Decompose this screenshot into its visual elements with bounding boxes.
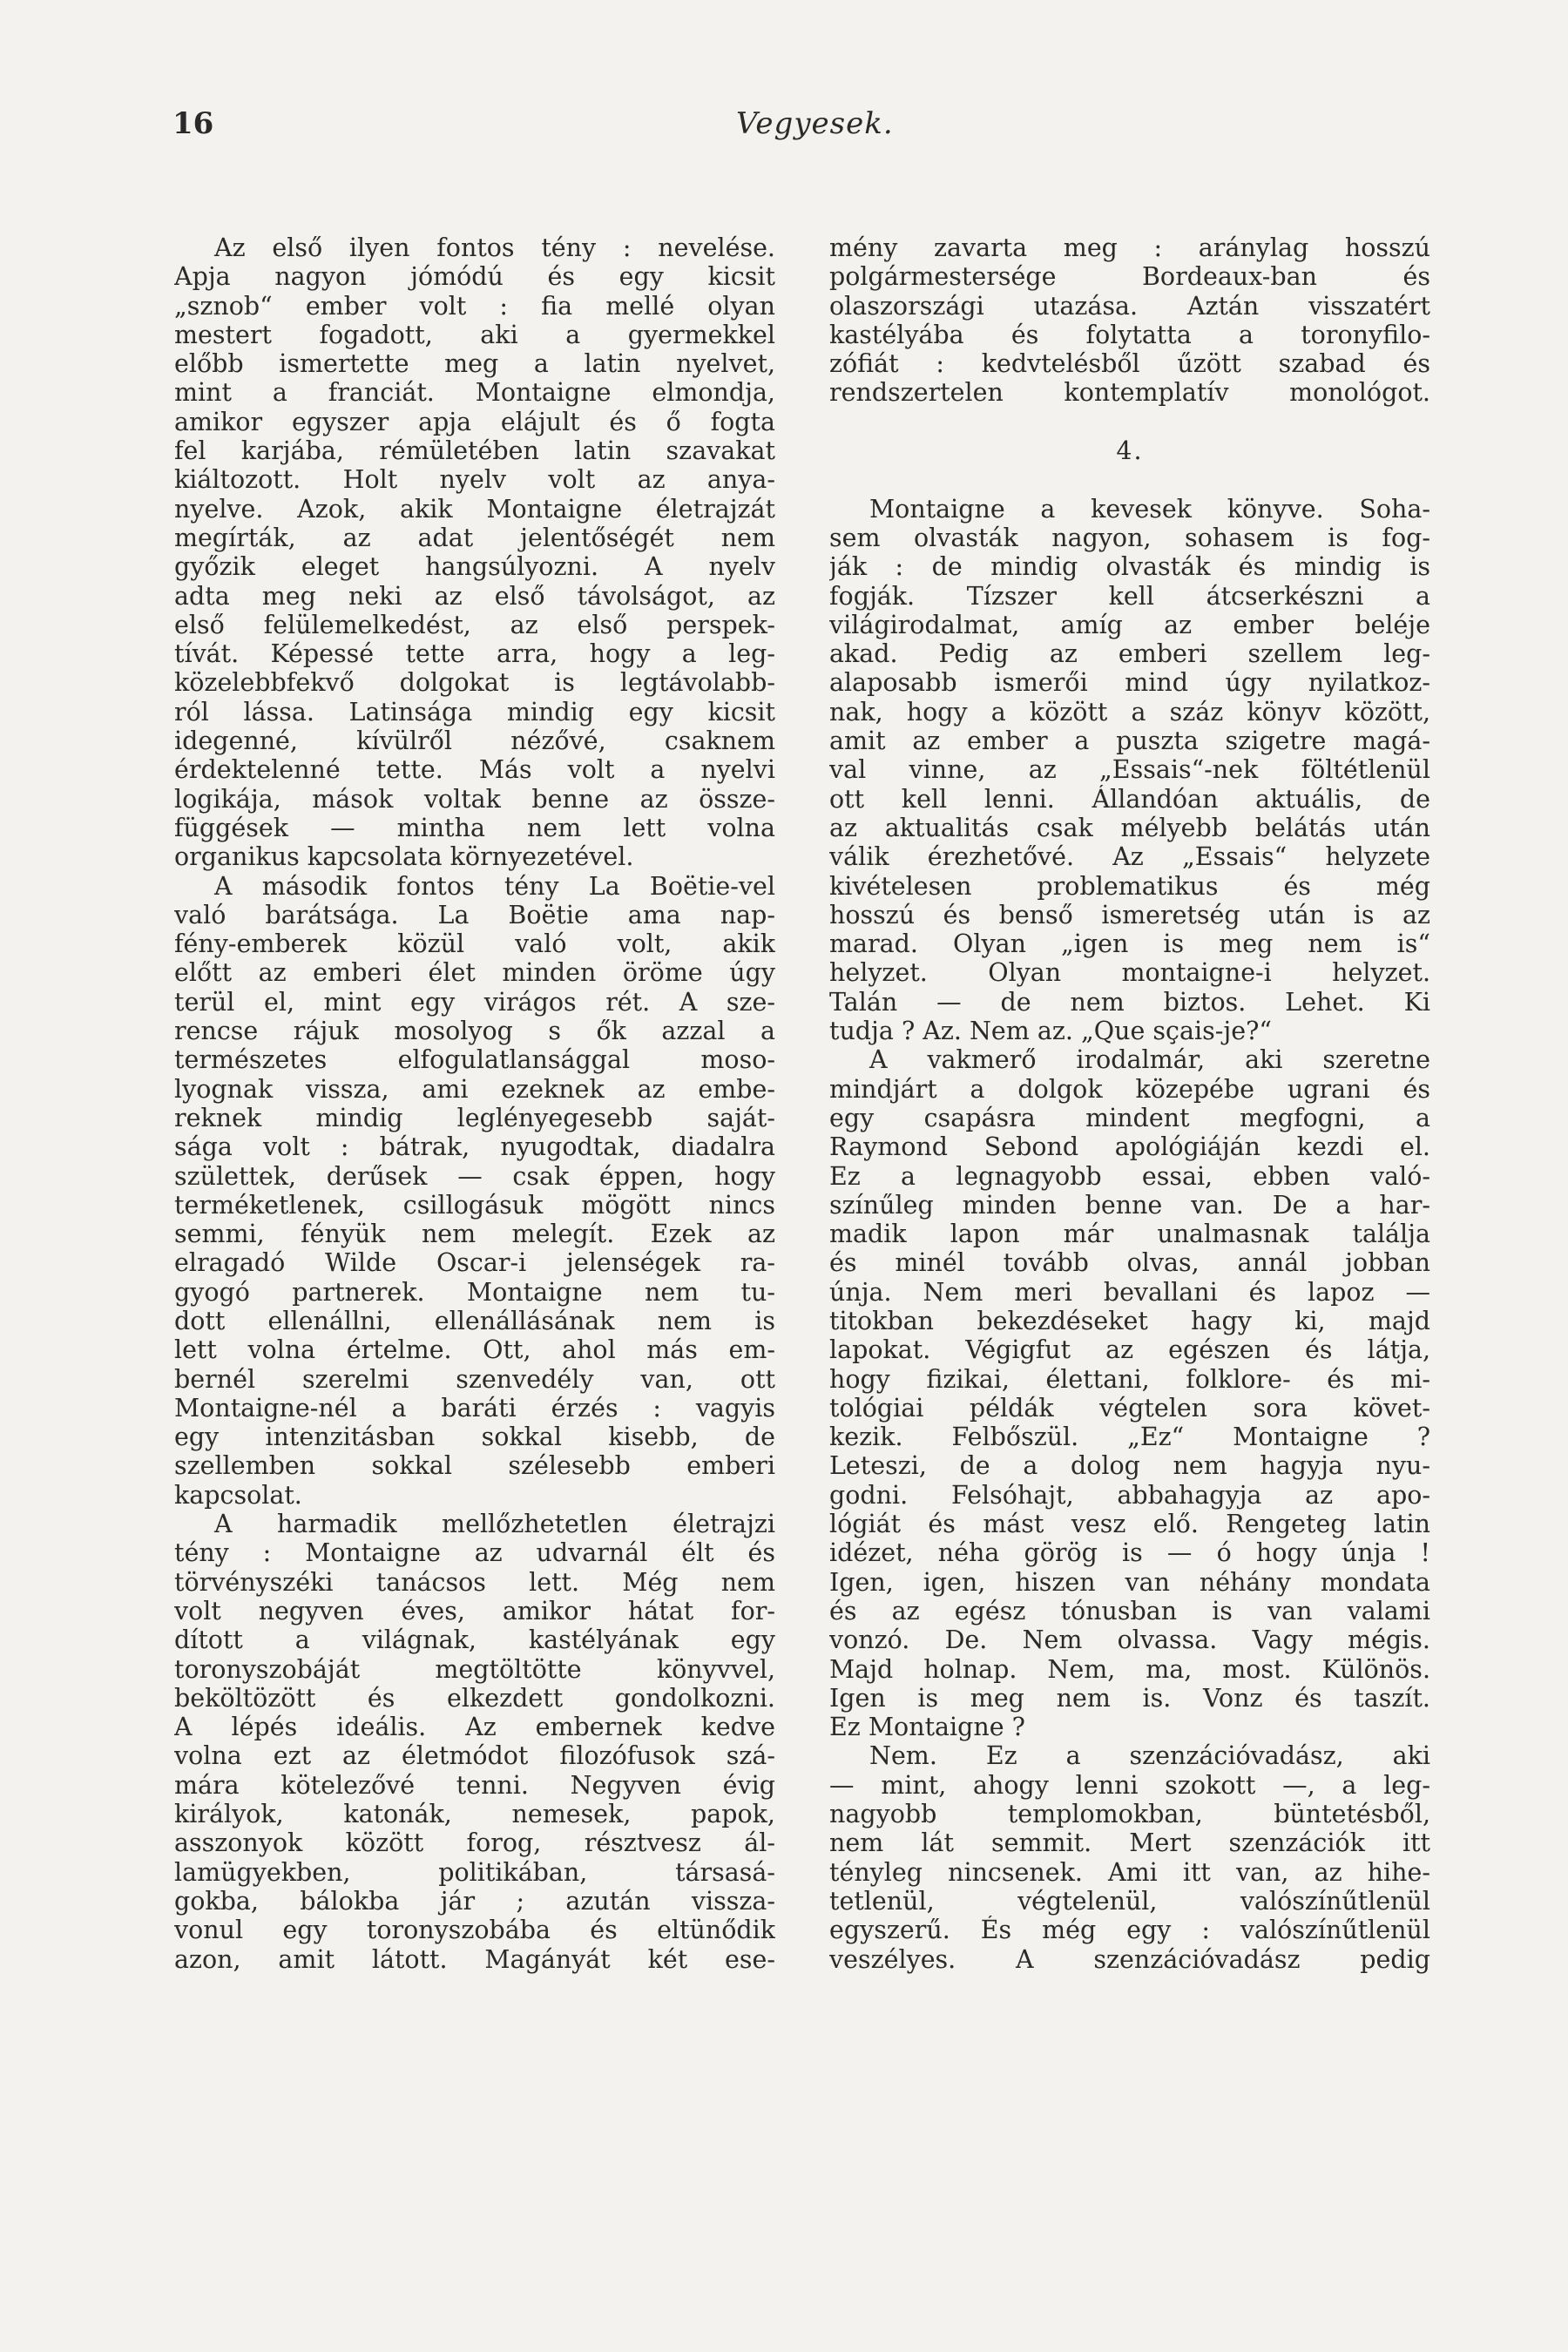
text-line: azon, amit látott. Magányát két ese-: [174, 1944, 775, 1974]
text-line: amit az ember a puszta szigetre magá-: [829, 727, 1430, 756]
text-line: tetlenül, végtelenül, valószínűtlenül: [829, 1886, 1430, 1916]
text-line: születtek, derűsek — csak éppen, hogy: [174, 1161, 775, 1191]
text-line: rendszertelen kontemplatív monológot.: [829, 378, 1430, 408]
text-line: idegenné, kívülről nézővé, csaknem: [174, 727, 775, 756]
text-line: bernél szerelmi szenvedély van, ott: [174, 1364, 775, 1394]
text-line: lamügyekben, politikában, társasá-: [174, 1857, 775, 1887]
text-line: egy csapásra mindent megfogni, a: [829, 1103, 1430, 1132]
text-line: fogják. Tízszer kell átcserkészni a: [829, 581, 1430, 611]
text-line: veszélyes. A szenzációvadász pedig: [829, 1944, 1430, 1974]
text-line: kapcsolat.: [174, 1480, 302, 1510]
text-line: nagyobb templomokban, büntetésből,: [829, 1800, 1430, 1829]
text-line: Montaigne-nél a baráti érzés : vagyis: [174, 1393, 775, 1423]
text-line: hogy fizikai, élettani, folklore- és mi-: [829, 1364, 1430, 1394]
text-line: Igen is meg nem is. Vonz és taszít.: [829, 1683, 1430, 1713]
text-line: nyelve. Azok, akik Montaigne életrajzát: [174, 494, 775, 524]
text-line: lett volna értelme. Ott, ahol más em-: [174, 1335, 775, 1365]
text-line: vonul egy toronyszobába és eltünődik: [174, 1916, 775, 1945]
text-line: olaszországi utazása. Aztán visszatért: [829, 291, 1430, 321]
text-line: törvényszéki tanácsos lett. Még nem: [174, 1567, 775, 1597]
text-line: zófiát : kedvtelésből űzött szabad és: [829, 349, 1430, 379]
text-line: egyszerű. És még egy : valószínűtlenül: [829, 1916, 1430, 1945]
text-line: mestert fogadott, aki a gyermekkel: [174, 320, 775, 349]
text-line: madik lapon már unalmasnak találja: [829, 1220, 1430, 1249]
text-line: Ez Montaigne ?: [829, 1713, 1025, 1742]
text-line: nak, hogy a között a száz könyv között,: [829, 697, 1430, 727]
text-line: az aktualitás csak mélyebb belátás után: [829, 813, 1430, 842]
text-line: Majd holnap. Nem, ma, most. Különös.: [829, 1654, 1430, 1684]
text-line: toronyszobáját megtöltötte könyvvel,: [174, 1654, 775, 1684]
text-line: lógiát és mást vesz elő. Rengeteg latin: [829, 1510, 1430, 1539]
text-line: kezik. Felbőszül. „Ez“ Montaigne ?: [829, 1423, 1430, 1452]
text-line: Raymond Sebond apológiáján kezdi el.: [829, 1132, 1430, 1162]
text-line: alaposabb ismerői mind úgy nyilatkoz-: [829, 668, 1430, 698]
text-line: [829, 465, 1430, 494]
section-number: 4.: [1116, 436, 1144, 466]
text-line: Talán — de nem biztos. Lehet. Ki: [829, 987, 1430, 1017]
text-line: únja. Nem meri bevallani és lapoz —: [829, 1277, 1430, 1307]
text-line: „sznob“ ember volt : fia mellé olyan: [174, 291, 775, 321]
text-line: tényleg nincsenek. Ami itt van, az hihe-: [829, 1857, 1430, 1887]
text-line: mint a franciát. Montaigne elmondja,: [174, 378, 775, 408]
text-line: fény-emberek közül való volt, akik: [174, 929, 775, 959]
text-line: Leteszi, de a dolog nem hagyja nyu-: [829, 1451, 1430, 1481]
text-line: lyognak vissza, ami ezeknek az embe-: [174, 1074, 775, 1104]
page-header: [172, 106, 1440, 150]
text-line: helyzet. Olyan montaigne-i helyzet.: [829, 958, 1430, 988]
text-line: A lépés ideális. Az embernek kedve: [174, 1713, 775, 1742]
text-line: terméketlenek, csillogásuk mögött nincs: [174, 1190, 775, 1220]
text-line: A vakmerő irodalmár, aki szeretne: [869, 1045, 1430, 1075]
text-line: rencse rájuk mosolyog s ők azzal a: [174, 1017, 775, 1046]
text-line: való barátsága. La Boëtie ama nap-: [174, 900, 775, 929]
text-line: Ez a legnagyobb essai, ebben való-: [829, 1161, 1430, 1191]
text-line: semmi, fényük nem melegít. Ezek az: [174, 1220, 775, 1249]
text-line: és az egész tónusban is van valami: [829, 1596, 1430, 1625]
text-line: ról lássa. Latinsága mindig egy kicsit: [174, 697, 775, 727]
text-line: kivételesen problematikus és még: [829, 871, 1430, 901]
text-line: logikája, mások voltak benne az össze-: [174, 784, 775, 814]
text-line: királyok, katonák, nemesek, papok,: [174, 1800, 775, 1829]
left-text-column: [174, 233, 775, 1974]
text-line: godni. Felsóhajt, abbahagyja az apo-: [829, 1480, 1430, 1510]
text-line: előtt az emberi élet minden öröme úgy: [174, 958, 775, 988]
text-line: volna ezt az életmódot filozófusok szá-: [174, 1741, 775, 1771]
text-line: asszonyok között forog, résztvesz ál-: [174, 1828, 775, 1858]
text-line: természetes elfogulatlansággal moso-: [174, 1045, 775, 1075]
text-line: tudja ? Az. Nem az. „Que sçais-je?“: [829, 1017, 1272, 1046]
text-line: válik érezhetővé. Az „Essais“ helyzete: [829, 842, 1430, 872]
right-text-column: [829, 233, 1430, 1974]
text-line: volt negyven éves, amikor hátat for-: [174, 1596, 775, 1625]
text-line: közelebbfekvő dolgokat is legtávolabb-: [174, 668, 775, 698]
text-line: ják : de mindig olvasták és mindig is: [829, 552, 1430, 582]
text-line: Apja nagyon jómódú és egy kicsit: [174, 262, 775, 292]
text-line: dított a világnak, kastélyának egy: [174, 1625, 775, 1655]
text-line: marad. Olyan „igen is meg nem is“: [829, 929, 1430, 959]
text-line: vonzó. De. Nem olvassa. Vagy mégis.: [829, 1625, 1430, 1655]
text-line: idézet, néha görög is — ó hogy únja !: [829, 1538, 1430, 1568]
text-line: Az első ilyen fontos tény : nevelése.: [214, 233, 775, 262]
text-line: színűleg minden benne van. De a har-: [829, 1190, 1430, 1220]
text-line: Nem. Ez a szenzációvadász, aki: [869, 1741, 1430, 1771]
text-line: lapokat. Végigfut az egészen és látja,: [829, 1335, 1430, 1365]
text-line: mára kötelezővé tenni. Negyven évig: [174, 1770, 775, 1800]
text-line: — mint, ahogy lenni szokott —, a leg-: [829, 1770, 1430, 1800]
text-line: kastélyába és folytatta a toronyfilo-: [829, 320, 1430, 349]
text-line: tény : Montaigne az udvarnál élt és: [174, 1538, 775, 1568]
text-line: függések — mintha nem lett volna: [174, 813, 775, 842]
text-line: hosszú és benső ismeretség után is az: [829, 900, 1430, 929]
text-line: fel karjába, rémületében latin szavakat: [174, 436, 775, 466]
text-line: érdektelenné tette. Más volt a nyelvi: [174, 755, 775, 785]
text-line: A második fontos tény La Boëtie-vel: [214, 871, 775, 901]
text-line: megírták, az adat jelentőségét nem: [174, 523, 775, 552]
text-line: szellemben sokkal szélesebb emberi: [174, 1451, 775, 1481]
text-line: előbb ismertette meg a latin nyelvet,: [174, 349, 775, 379]
text-line: amikor egyszer apja elájult és ő fogta: [174, 407, 775, 436]
text-line: adta meg neki az első távolságot, az: [174, 581, 775, 611]
text-line: elragadó Wilde Oscar-i jelenségek ra-: [174, 1248, 775, 1278]
text-line: polgármestersége Bordeaux-ban és: [829, 262, 1430, 292]
text-line: Montaigne a kevesek könyve. Soha-: [869, 494, 1430, 524]
text-line: sága volt : bátrak, nyugodtak, diadalra: [174, 1132, 775, 1162]
text-line: és minél tovább olvas, annál jobban: [829, 1248, 1430, 1278]
text-line: nem lát semmit. Mert szenzációk itt: [829, 1828, 1430, 1858]
text-line: val vinne, az „Essais“-nek föltétlenül: [829, 755, 1430, 785]
text-line: első felülemelkedést, az első perspek-: [174, 610, 775, 639]
text-line: terül el, mint egy virágos rét. A sze-: [174, 987, 775, 1017]
text-line: ott kell lenni. Állandóan aktuális, de: [829, 784, 1430, 814]
text-line: titokban bekezdéseket hagy ki, majd: [829, 1306, 1430, 1335]
text-line: [829, 408, 1430, 436]
text-line: gyogó partnerek. Montaigne nem tu-: [174, 1277, 775, 1307]
text-line: világirodalmat, amíg az ember beléje: [829, 610, 1430, 639]
text-line: sem olvasták nagyon, sohasem is fog-: [829, 523, 1430, 552]
text-line: A harmadik mellőzhetetlen életrajzi: [214, 1510, 775, 1539]
text-line: egy intenzitásban sokkal kisebb, de: [174, 1423, 775, 1452]
text-line: gokba, bálokba jár ; azután vissza-: [174, 1886, 775, 1916]
text-line: akad. Pedig az emberi szellem leg-: [829, 639, 1430, 669]
text-line: kiáltozott. Holt nyelv volt az anya-: [174, 465, 775, 495]
running-title: Vegyesek.: [736, 106, 894, 141]
text-line: reknek mindig leglényegesebb saját-: [174, 1103, 775, 1132]
text-line: Igen, igen, hiszen van néhány mondata: [829, 1567, 1430, 1597]
text-line: tológiai példák végtelen sora követ-: [829, 1393, 1430, 1423]
text-line: győzik eleget hangsúlyozni. A nyelv: [174, 552, 775, 582]
text-line: dott ellenállni, ellenállásának nem is: [174, 1306, 775, 1335]
page-number: 16: [172, 106, 214, 141]
text-line: mény zavarta meg : aránylag hosszú: [829, 233, 1430, 262]
text-line: tívát. Képessé tette arra, hogy a leg-: [174, 639, 775, 669]
text-line: mindjárt a dolgok közepébe ugrani és: [829, 1074, 1430, 1104]
text-line: beköltözött és elkezdett gondolkozni.: [174, 1683, 775, 1713]
text-line: organikus kapcsolata környezetével.: [174, 842, 634, 872]
